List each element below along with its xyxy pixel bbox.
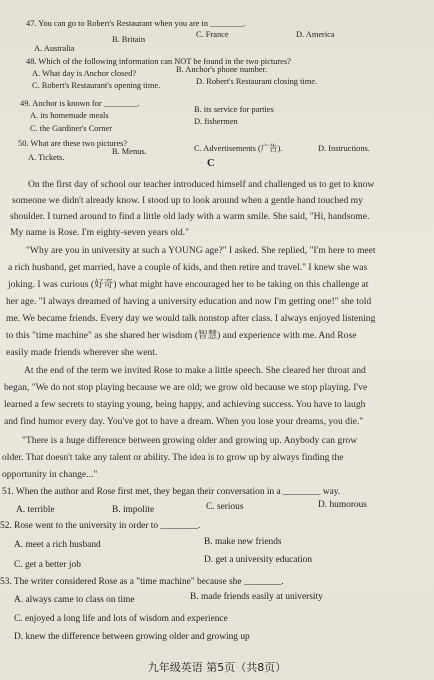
question-50-option-a: A. Tickets. (28, 153, 65, 162)
passage-line: older. That doesn't take any talent or ability. The idea is to grow up by always finding the (2, 452, 344, 463)
question-50-option-c: C. Advertisements (广告). (194, 144, 283, 153)
passage-line: and find humor every day. You've got to have a dream. When you lose your dreams, you die." (4, 416, 364, 427)
question-48-option-d: D. Robert's Restaurant closing time. (196, 77, 318, 86)
passage-line: to this "time machine" as she shared her wisdom (智慧) and experience with me. And Rose (6, 330, 357, 341)
question-53-option-b: B. made friends easily at university (190, 592, 323, 602)
question-48-option-c: C. Robert's Restaurant's opening time. (32, 81, 161, 90)
question-53-option-d: D. knew the difference between growing older and growing up (14, 632, 250, 642)
passage-line: "Why are you in university at such a YOUNG age?" I asked. She replied, "I'm here to meet (26, 245, 376, 256)
question-48-option-a: A. What day is Anchor closed? (32, 69, 137, 78)
question-47-stem: 47. You can go to Robert's Restaurant when you are in ________. (26, 19, 246, 28)
question-49-option-b: B. its service for parties (194, 105, 274, 114)
section-letter: C (207, 158, 215, 169)
passage-line: me. We became friends. Every day we would talk nonstop after class. I always enjoyed listening (6, 313, 376, 324)
question-52-stem: 52. Rose went to the university in order to ________. (0, 521, 201, 531)
passage-line: At the end of the term we invited Rose to make a little speech. She cleared her throat and (24, 365, 366, 376)
passage-line: began, "We do not stop playing because we are old; we grow old because we stop playing. I've (4, 382, 368, 393)
question-51-option-b: B. impolite (112, 505, 155, 515)
question-47-option-d: D. America (296, 30, 335, 39)
question-50-option-d: D. Instructions. (318, 144, 370, 153)
question-50-stem: 50. What are these two pictures? (18, 139, 128, 148)
question-52-option-c: C. get a better job (14, 560, 81, 570)
passage-line: "There is a huge difference between growing older and growing up. Anybody can grow (22, 435, 358, 446)
passage-line: joking. I was curious (好奇) what might have encouraged her to be taking on this challenge at (8, 279, 369, 290)
question-49-stem: 49. Anchor is known for ________. (20, 99, 140, 108)
passage-line: opportunity in change..." (2, 469, 98, 480)
question-51-option-d: D. humorous (318, 500, 367, 510)
page-footer: 九年级英语 第5页（共8页） (147, 661, 287, 674)
question-47-option-c: C. France (196, 30, 229, 39)
passage-line: On the first day of school our teacher introduced himself and challenged us to get to know (28, 179, 375, 190)
passage-line: easily made friends wherever she went. (6, 347, 158, 358)
passage-line: a rich husband, get married, have a couple of kids, and then retire and travel." I knew she was (8, 262, 368, 273)
question-47-option-a: A. Australia (34, 44, 75, 53)
question-52-option-a: A. meet a rich husband (14, 540, 101, 550)
question-47-option-b: B. Britain (112, 35, 146, 44)
question-51-stem: 51. When the author and Rose first met, they began their conversation in a ________ way. (2, 487, 341, 497)
passage-line: shoulder. I turned around to find a little old lady with a warm smile. She said, "Hi, handsome. (10, 211, 370, 222)
question-53-option-a: A. always came to class on time (14, 595, 135, 605)
question-49-option-c: C. the Gardiner's Corner (30, 124, 112, 133)
passage-line: someone we didn't already know. I stood up to look around when a gentle hand touched my (12, 195, 363, 206)
question-52-option-d: D. get a university education (204, 555, 313, 565)
passage-line: My name is Rose. I'm eighty-seven years old." (10, 227, 190, 238)
question-51-option-c: C. serious (206, 502, 244, 512)
question-50-option-b: B. Menus. (112, 147, 147, 156)
question-51-option-a: A. terrible (16, 505, 55, 515)
question-48-stem: 48. Which of the following information can NOT be found in the two pictures? (26, 57, 291, 66)
question-53-option-c: C. enjoyed a long life and lots of wisdom and experience (14, 614, 228, 624)
question-53-stem: 53. The writer considered Rose as a "time machine" because she ________. (0, 577, 284, 587)
question-49-option-a: A. its homemade meals (30, 111, 109, 120)
question-52-option-b: B. make new friends (204, 537, 282, 547)
question-49-option-d: D. fishermen (194, 117, 238, 126)
passage-line: learned a few secrets to staying young, being happy, and achieving success. You have to laugh (4, 399, 366, 410)
passage-line: her age. "I always dreamed of having a university education and now I'm getting one!" she told (6, 296, 372, 307)
question-48-option-b: B. Anchor's phone number. (176, 65, 268, 74)
